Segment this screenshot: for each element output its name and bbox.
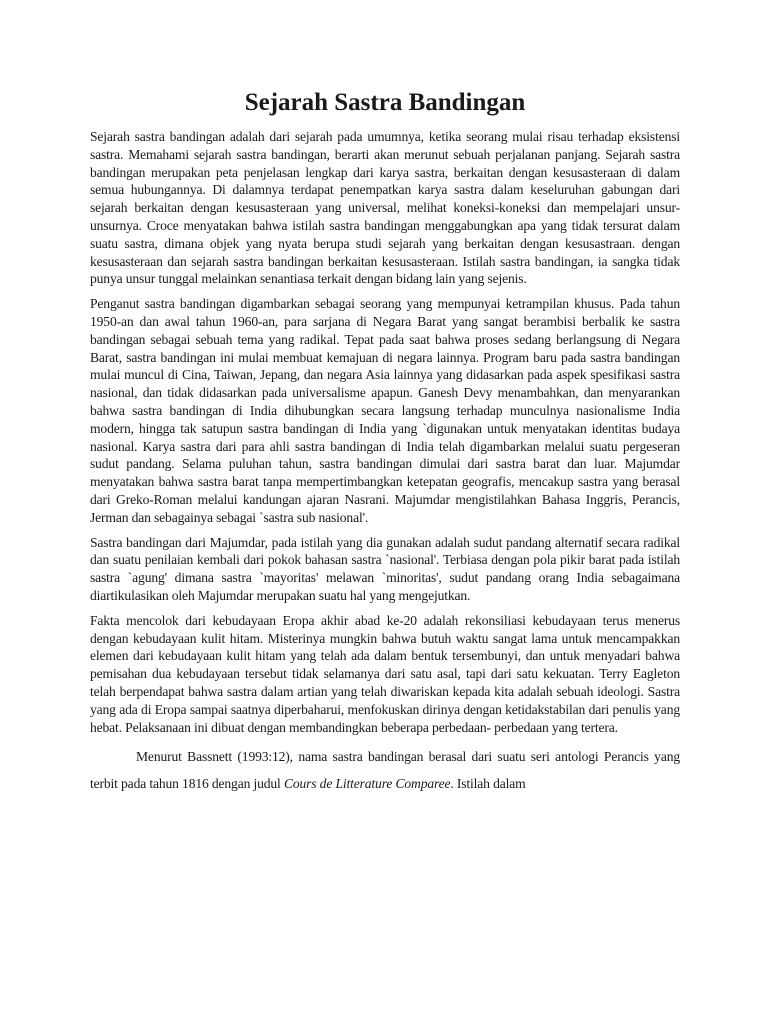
paragraph-5-text-start: Menurut Bassnett (1993:12), nama sastra bandingan berasal dari suatu seri antologi Perancis yang terbit pada tahun 1816 dengan judul <box>90 749 680 792</box>
paragraph-5-text-end: . Istilah dalam <box>450 776 526 792</box>
document-title: Sejarah Sastra Bandingan <box>244 89 526 116</box>
paragraph-5 <box>90 743 680 797</box>
paragraph-4: Fakta mencolok dari kebudayaan Eropa akhir abad ke-20 adalah rekonsiliasi kebudayaan terus menerus dengan kebudayaan kulit hitam. Misterinya mungkin bahwa butuh waktu sangat lama untuk mencampakkan elemen dari kebudayaan kulit hitam yang telah ada dalam bentuk tersembunyi, dan untuk menyadari bahwa pemisahan dua kebudayaan tersebut tidak selamanya dari satu asal, tapi dari satu kekuatan. Terry Eagleton telah berpendapat bahwa sastra dalam artian yang telah diwariskan kepada kita adalah sebuah ideologi. Sastra yang ada di Eropa sampai saatnya diperbaharui, menfokuskan dirinya dengan ketidakstabilan dari penulis yang hebat. Pelaksanaan ini dibuat dengan membandingkan beberapa perbedaan- perbedaan yang tertera. <box>90 612 680 735</box>
paragraph-2: Penganut sastra bandingan digambarkan sebagai seorang yang mempunyai ketrampilan khusus. Pada tahun 1950-an dan awal tahun 1960-an, para sarjana di Negara Barat yang sangat berambisi berbalik ke sastra bandingan sebagai sebuah tema yang radikal. Tepat pada saat bahwa proses sedang berlangsung di Negara Barat, sastra bandingan ini mulai membuat kemajuan di negara lainnya. Program baru pada sastra bandingan mulai muncul di Cina, Taiwan, Jepang, dan negara Asia lainnya yang didasarkan pada aspek spesifikasi sastra nasional, dan tidak didasarkan pada universalisme apapun. Ganesh Devy menambahkan, dan menyarankan bahwa sastra bandingan di India dihubungkan secara langsung terhadap munculnya nasionalisme India modern, hingga tak satupun sastra bandingan di India yang `digunakan untuk menyatakan identitas budaya nasional. Karya sastra dari para ahli sastra bandingan di India telah digambarkan melalui suatu pergeseran sudut pandang. Selama puluhan tahun, sastra bandingan dimulai dari sastra barat dan luar. Majumdar menyatakan bahwa sastra barat tanpa mempertimbangkan ketepatan geografis, mencakup sastra yang berasal dari Greko-Roman melalui kandungan ajaran Nasrani. Majumdar mengistilahkan Bahasa Inggris, Perancis, Jerman dan sebagainya sebagai `sastra sub nasional'. <box>90 296 680 525</box>
paragraph-1: Sejarah sastra bandingan adalah dari sejarah pada umumnya, ketika seorang mulai risau terhadap eksistensi sastra. Memahami sejarah sastra bandingan, berarti akan merunut sebuah perjalanan panjang. Sejarah sastra bandingan merupakan peta penjelasan lengkap dari karya sastra, berkaitan dengan kesusasteraan di dalam semua hubungannya. Di dalamnya terdapat penempatkan karya sastra dalam keseluruhan gabungan dari sejarah berkaitan dengan kesusasteraan yang universal, melihat koneksi-koneksi dan mempelajari unsur-unsurnya. Croce menyatakan bahwa istilah sastra bandingan menggabungkan apa yang tidak tersurat dalam suatu sastra, dimana objek yang nyata berupa studi sejarah yang berkaitan dengan kesusastraan. dengan kesusasteraan dan sejarah sastra bandingan berkaitan kesusasteraan. Istilah sastra bandingan, ia sangka tidak punya unsur tunggal melainkan senantiasa terkait dengan bidang lain yang sejenis. <box>90 129 680 287</box>
paragraph-3: Sastra bandingan dari Majumdar, pada istilah yang dia gunakan adalah sudut pandang alternatif secara radikal dan suatu penilaian kembali dari pokok bahasan sastra `nasional'. Terbiasa dengan pola pikir barat pada istilah sastra `agung' dimana sastra `mayoritas' melawan `minoritas', sudut pandang orang India sebagaimana diartikulasikan oleh Majumdar merupakan suatu hal yang mengejutkan. <box>90 534 680 603</box>
book-title-italic: Cours de Litterature Comparee <box>283 776 451 792</box>
